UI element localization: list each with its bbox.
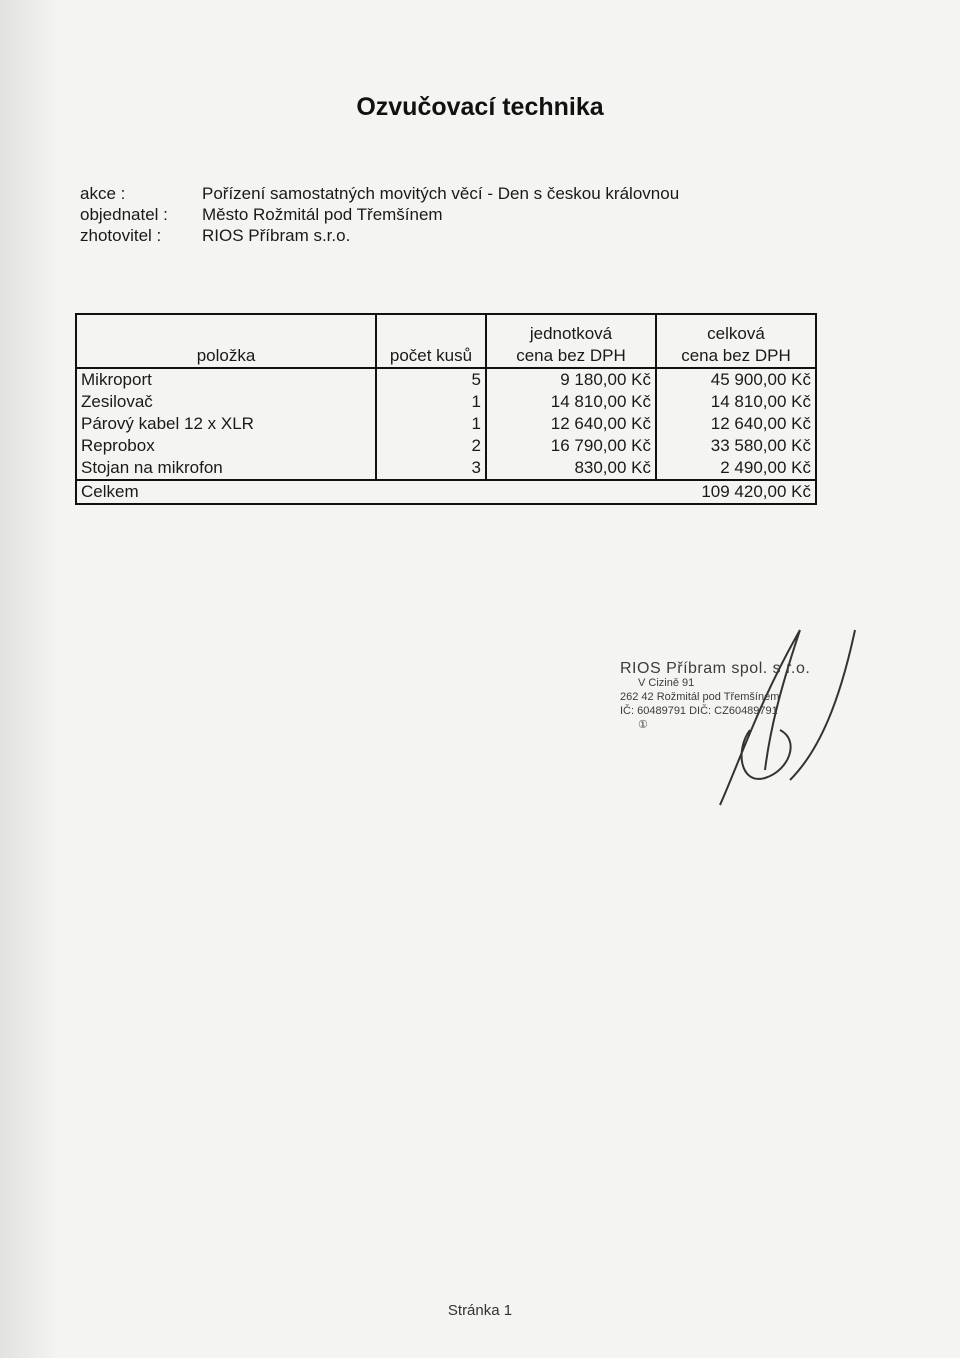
cell-item: Párový kabel 12 x XLR <box>81 414 254 433</box>
cell-unit-price: 830,00 Kč <box>486 457 656 480</box>
table-row <box>76 457 816 480</box>
cell-total-price: 12 640,00 Kč <box>710 414 811 433</box>
stamp-line: IČ: 60489791 DIČ: CZ60489791 <box>620 705 778 717</box>
meta-row-contractor <box>80 225 679 246</box>
total-spacer <box>376 480 656 504</box>
header-total-line1: celková <box>707 324 765 343</box>
cell-count: 5 <box>376 368 486 391</box>
stamp-company: RIOS Příbram spol. s r.o. <box>620 660 811 677</box>
stamp-line: V Cizině 91 <box>638 677 695 689</box>
company-stamp <box>620 662 860 792</box>
cell-total-price: 2 490,00 Kč <box>720 458 811 477</box>
cell-item: Stojan na mikrofon <box>81 458 223 477</box>
table-row <box>76 391 816 413</box>
table-row <box>76 368 816 391</box>
meta-label: zhotovitel : <box>80 226 162 245</box>
cell-item: Zesilovač <box>81 392 153 411</box>
stamp-line: 262 42 Rožmitál pod Třemšínem <box>620 691 780 703</box>
meta-value: Pořízení samostatných movitých věcí - Den s českou královnou <box>202 184 680 203</box>
table-header-row <box>76 314 816 368</box>
header-total-price <box>656 314 816 368</box>
header-total-line2: cena bez DPH <box>681 346 791 365</box>
header-unit-line1: jednotková <box>529 324 613 343</box>
cell-total-price: 14 810,00 Kč <box>710 392 811 411</box>
cell-item: Mikroport <box>81 370 152 389</box>
header-unit-price <box>486 314 656 368</box>
total-value: 109 420,00 Kč <box>701 482 811 501</box>
meta-value: Město Rožmitál pod Třemšínem <box>202 205 443 224</box>
cell-count: 1 <box>376 413 486 435</box>
total-label: Celkem <box>81 482 139 501</box>
document-meta <box>80 183 679 246</box>
header-unit-line2: cena bez DPH <box>516 346 626 365</box>
stamp-mark: ① <box>638 719 648 731</box>
cell-total-price: 33 580,00 Kč <box>710 436 811 455</box>
items-table <box>75 313 817 505</box>
cell-unit-price: 9 180,00 Kč <box>486 368 656 391</box>
cell-unit-price: 16 790,00 Kč <box>486 435 656 457</box>
meta-label: akce : <box>80 184 126 203</box>
cell-count: 1 <box>376 391 486 413</box>
meta-row-client <box>80 204 679 225</box>
header-item: položka <box>196 346 256 365</box>
cell-total-price: 45 900,00 Kč <box>710 370 811 389</box>
document-title: Ozvučovací technika <box>356 93 604 121</box>
cell-unit-price: 14 810,00 Kč <box>486 391 656 413</box>
cell-item: Reprobox <box>81 436 155 455</box>
table-row <box>76 413 816 435</box>
meta-value: RIOS Příbram s.r.o. <box>202 226 351 245</box>
meta-label: objednatel : <box>80 205 168 224</box>
cell-count: 3 <box>376 457 486 480</box>
page-footer: Stránka 1 <box>447 1302 513 1319</box>
cell-count: 2 <box>376 435 486 457</box>
meta-row-action <box>80 183 679 204</box>
table-total-row <box>76 480 816 504</box>
table-row <box>76 435 816 457</box>
scan-page-edge <box>0 0 60 1358</box>
header-count: počet kusů <box>376 314 486 368</box>
cell-unit-price: 12 640,00 Kč <box>486 413 656 435</box>
